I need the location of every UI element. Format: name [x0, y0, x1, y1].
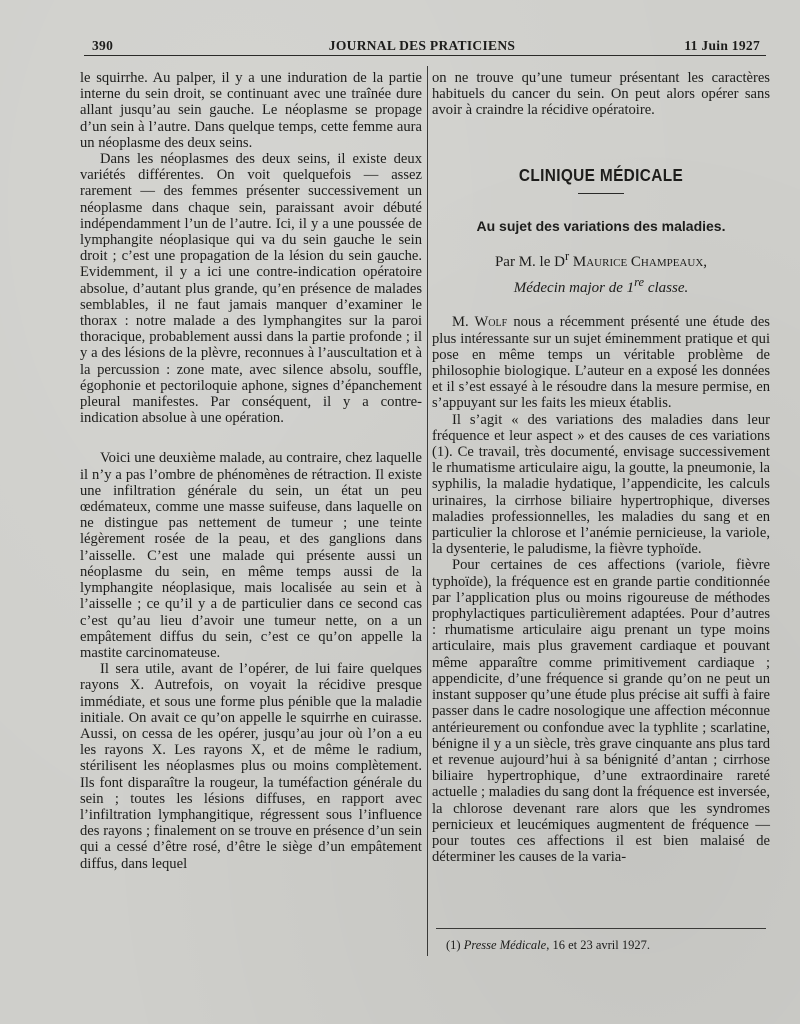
rank-prefix: Médecin major de 1 — [513, 280, 635, 297]
author-rank — [432, 274, 770, 296]
section-title: CLINIQUE MÉDICALE — [518, 164, 684, 185]
author-name: Maurice Champeaux, — [572, 254, 708, 271]
author-line — [432, 248, 770, 270]
paragraph: Pour certaines de ces affections (variole, fièvre typhoïde), la fréquence est en grande partie conditionnée par l’application plus ou moins rigoureuse de méthodes prophylactiques particulièrement adaptées. Pour d’autres : rhumatisme articulaire aigu prenant un type moins articulaire, mais plus gravement cardiaque et pouvant même apparaître comme primitivement cardiaque ; appendicite, d’une fréquence si grande qu’on ne peut un instant supposer qu’une étude plus précise ait suffi à faire passer dans le cadre nosologique une affection méconnue antérieurement ou confondue avec la typhlite ; scarlatine, bénigne il y a un siècle, très grave cinquante ans plus tard et revenue aujourd’hui à sa bénignité d’antan ; cirrhose biliaire hypertrophique, d’une extraordinaire rareté actuelle ; maladies du sang dont la fréquence est inversée, la chlorose devenant rare alors que les syndromes pernicieux et leucémiques augmentent de fréquence — pour toutes ces affections il est bien malaisé de déterminer les causes de la varia- — [432, 557, 770, 866]
footnote-source: Presse Médicale — [463, 938, 547, 952]
left-column — [80, 70, 422, 872]
footnote-marker: (1) — [446, 938, 464, 952]
paragraph-text: nous a récemment présenté une étude des plus intéressante sur un sujet éminemment pratique et qui pose en même temps un véritable problème de philosophie biologique. L’auteur en a exposé les données et il s’est essayé à le résoudre dans la mesure permise, en s’appuyant sur les faits les mieux établis. — [432, 314, 770, 412]
paragraph: Voici une deuxième malade, au contraire, chez laquelle il n’y a pas l’ombre de phénomènes de rétraction. Il existe une infiltration générale du sein, un état un peu œdémateux, comme une masse suifeuse, dans laquelle on ne distingue pas nettement de tumeur ; une teinte légèrement rosée de la peau, et des ganglions dans l’aisselle. C’est une malade qui présente aussi un néoplasme du sein, en même temps aussi de la lymphangite néoplasique, mais localisée au sein et à l’aisselle ; ce qu’il y a de particulier dans ce second cas c’est qu’au lieu d’avoir une tumeur nette, on a un empâtement diffus du sein, c’est ce qu’on appelle la mastite carcinomateuse. — [80, 450, 422, 661]
paragraph: Il sera utile, avant de l’opérer, de lui faire quelques rayons X. Autrefois, on voyait la récidive presque immédiate, et sous une forme plus pénible que la maladie initiale. On avait ce qu’on appelle le squirrhe en cuirasse. Aussi, on cessa de les opérer, jusqu’au jour où l’on a eu les rayons X. Les rayons X, et de même le radium, stérilisent les néoplasmes plus ou moins complètement. Ils font disparaître la rougeur, la tuméfaction générale du sein ; toutes les lésions diffuses, en rapport avec l’infiltration lymphangitique, régressent sous l’influence des rayons ; finalement on se trouve en présence d’un sein qui a cessé d’être rosé, d’être le siège d’un empâtement diffus, dans lequel — [80, 661, 422, 872]
paragraph — [432, 314, 770, 411]
title-rule — [578, 193, 624, 194]
article-body — [432, 314, 770, 865]
author-reference: M. Wolf — [452, 314, 508, 331]
footnote-rule — [436, 928, 766, 929]
rank-suffix: classe. — [644, 280, 689, 297]
footnote — [446, 938, 766, 953]
issue-date: 11 Juin 1927 — [684, 38, 760, 53]
continuation-paragraph: on ne trouve qu’une tumeur présentant les caractères habituels du cancer du sein. On peut alors opérer sans avoir à craindre la récidive opératoire. — [432, 70, 770, 119]
page-number: 390 — [92, 38, 114, 53]
paragraph: Il s’agit « des variations des maladies dans leur fréquence et leur aspect » et des causes de ces variations (1). Ce travail, très documenté, envisage successivement le rhumatisme articulaire aigu, la goutte, la pneumonie, la syphilis, la maladie hydatique, l’appendicite, les calculs urinaires, la cirrhose biliaire hypertrophique, diverses maladies professionnelles, les maladies du sang et en particulier la chlorose et l’anémie pernicieuse, la variole, la dysenterie, le paludisme, la fièvre typhoïde. — [432, 411, 770, 558]
article-title: Au sujet des variations des maladies. — [476, 217, 726, 234]
journal-title: JOURNAL DES PRATICIENS — [328, 38, 516, 53]
paragraph: Dans les néoplasmes des deux seins, il existe deux variétés différentes. On voit quelquefois — assez rarement — des femmes présenter successivement un néoplasme dans chaque sein, paraissant avoir débuté indépendamment l’un de l’autre. Ici, il y a une poussée de lymphangite néoplasique qui va du sein gauche le sein droit ; c’est une propagation de la lésion du sein gauche. Evidemment, il y a ici une contre-indication opératoire absolue, d’autant plus grande, qu’en présence de malades semblables, il ne faut jamais manquer d’examiner le thorax : notre malade a des lymphangites sur la paroi thoracique, probablement aussi dans la partie profonde ; il y a des lésions de la plèvre, reconnues à l’auscultation et à la percussion : zone mate, avec silence absolu, souffle, égophonie et pectoriloquie aphone, signes d’épanchement pleural manifestes. Par conséquent, il y a contre-indication absolue à une opération. — [80, 151, 422, 427]
author-superscript: r — [564, 249, 570, 264]
author-prefix: Par M. le D — [494, 254, 565, 271]
rank-superscript: re — [634, 275, 645, 290]
footnote-text: , 16 et 23 avril 1927. — [546, 938, 651, 952]
running-header — [84, 34, 760, 56]
column-divider — [427, 66, 428, 956]
paragraph: le squirrhe. Au palper, il y a une induration de la partie interne du sein droit, se continuant avec une traînée dure allant jusqu’au sein gauche. Le néoplasme se propage d’un sein à l’autre. Dans quelque temps, cette femme aura un néoplasme des deux seins. — [80, 70, 422, 151]
header-rule — [84, 55, 766, 56]
right-column — [432, 70, 770, 865]
